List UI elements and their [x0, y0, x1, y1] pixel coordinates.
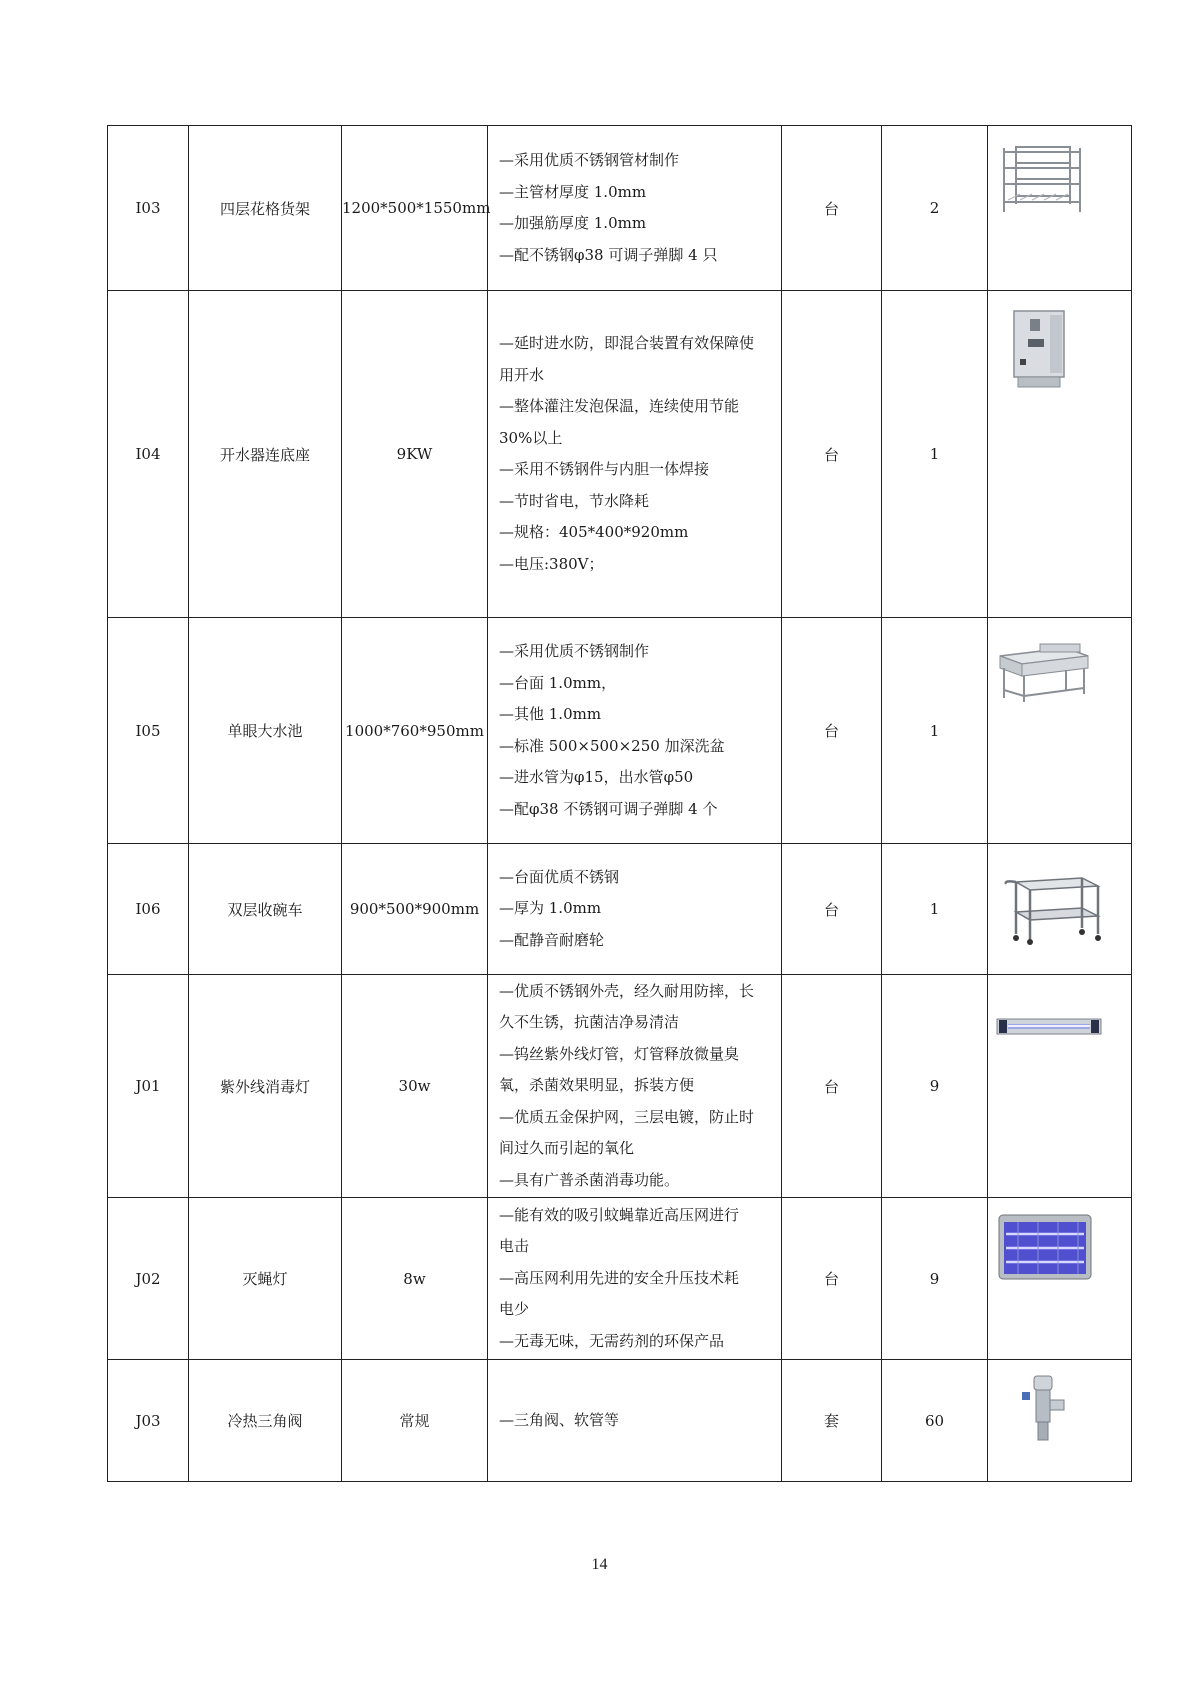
item-name: 开水器连底座	[189, 291, 342, 618]
item-quantity: 2	[882, 126, 988, 291]
item-name: 单眼大水池	[189, 618, 342, 844]
water-boiler-icon	[1010, 309, 1070, 389]
item-quantity: 1	[882, 844, 988, 975]
table-row	[108, 291, 1132, 618]
item-unit: 台	[782, 618, 882, 844]
item-quantity: 9	[882, 975, 988, 1198]
table-row	[108, 975, 1132, 1198]
item-spec: 8w	[342, 1198, 488, 1360]
item-spec: 1000*760*950mm	[342, 618, 488, 844]
item-code: I04	[108, 291, 189, 618]
item-unit: 台	[782, 126, 882, 291]
sink-icon	[996, 642, 1092, 704]
table-row	[108, 618, 1132, 844]
table-row	[108, 1198, 1132, 1360]
item-quantity: 1	[882, 618, 988, 844]
item-spec: 9KW	[342, 291, 488, 618]
item-spec: 30w	[342, 975, 488, 1198]
page-number: 14	[591, 1556, 608, 1573]
item-code: J01	[108, 975, 189, 1198]
item-description: —三角阀、软管等	[488, 1360, 782, 1482]
table-row	[108, 1360, 1132, 1482]
item-description: —延时进水防，即混合装置有效保障使 用开水 —整体灌注发泡保温，连续使用节能 30%以上 —采用不锈钢件与内胆一体焊接 —节时省电，节水降耗 —规格：405*400*920mm —电压:380V；	[488, 291, 782, 618]
table-row	[108, 126, 1132, 291]
item-unit: 台	[782, 1198, 882, 1360]
table-row	[108, 844, 1132, 975]
item-code: I03	[108, 126, 189, 291]
item-spec: 900*500*900mm	[342, 844, 488, 975]
item-quantity: 9	[882, 1198, 988, 1360]
item-unit: 台	[782, 291, 882, 618]
item-description: —采用优质不锈钢制作 —台面 1.0mm， —其他 1.0mm —标准 500×500×250 加深洗盆 —进水管为φ15，出水管φ50 —配φ38 不锈钢可调子弹脚 4 个	[488, 618, 782, 844]
item-code: I06	[108, 844, 189, 975]
item-description: —采用优质不锈钢管材制作 —主管材厚度 1.0mm —加强筋厚度 1.0mm —配不锈钢φ38 可调子弹脚 4 只	[488, 126, 782, 291]
item-unit: 台	[782, 844, 882, 975]
item-name: 紫外线消毒灯	[189, 975, 342, 1198]
item-quantity: 60	[882, 1360, 988, 1482]
angle-valve-icon	[1022, 1374, 1066, 1444]
item-unit: 套	[782, 1360, 882, 1482]
equipment-table	[107, 125, 1132, 1482]
item-quantity: 1	[882, 291, 988, 618]
item-name: 四层花格货架	[189, 126, 342, 291]
bowl-cart-icon	[1002, 876, 1102, 946]
uv-lamp-icon	[996, 1017, 1102, 1037]
shelf-rack-icon	[996, 144, 1088, 216]
item-spec: 1200*500*1550mm	[342, 126, 488, 291]
item-code: I05	[108, 618, 189, 844]
item-spec: 常规	[342, 1360, 488, 1482]
item-description: —优质不锈钢外壳，经久耐用防摔，长 久不生锈，抗菌洁净易清洁 —钨丝紫外线灯管，灯管释放微量臭 氧，杀菌效果明显，拆装方便 —优质五金保护网，三层电镀，防止时 间过久而引起的氧化 —具有广普杀菌消毒功能。	[488, 975, 782, 1198]
item-description: —台面优质不锈钢 —厚为 1.0mm —配静音耐磨轮	[488, 844, 782, 975]
item-name: 冷热三角阀	[189, 1360, 342, 1482]
item-unit: 台	[782, 975, 882, 1198]
item-code: J03	[108, 1360, 189, 1482]
item-name: 灭蝇灯	[189, 1198, 342, 1360]
item-code: J02	[108, 1198, 189, 1360]
fly-killer-lamp-icon	[998, 1214, 1092, 1280]
item-description: —能有效的吸引蚊蝇靠近高压网进行 电击 —高压网利用先进的安全升压技术耗 电少 —无毒无味，无需药剂的环保产品	[488, 1198, 782, 1360]
item-name: 双层收碗车	[189, 844, 342, 975]
